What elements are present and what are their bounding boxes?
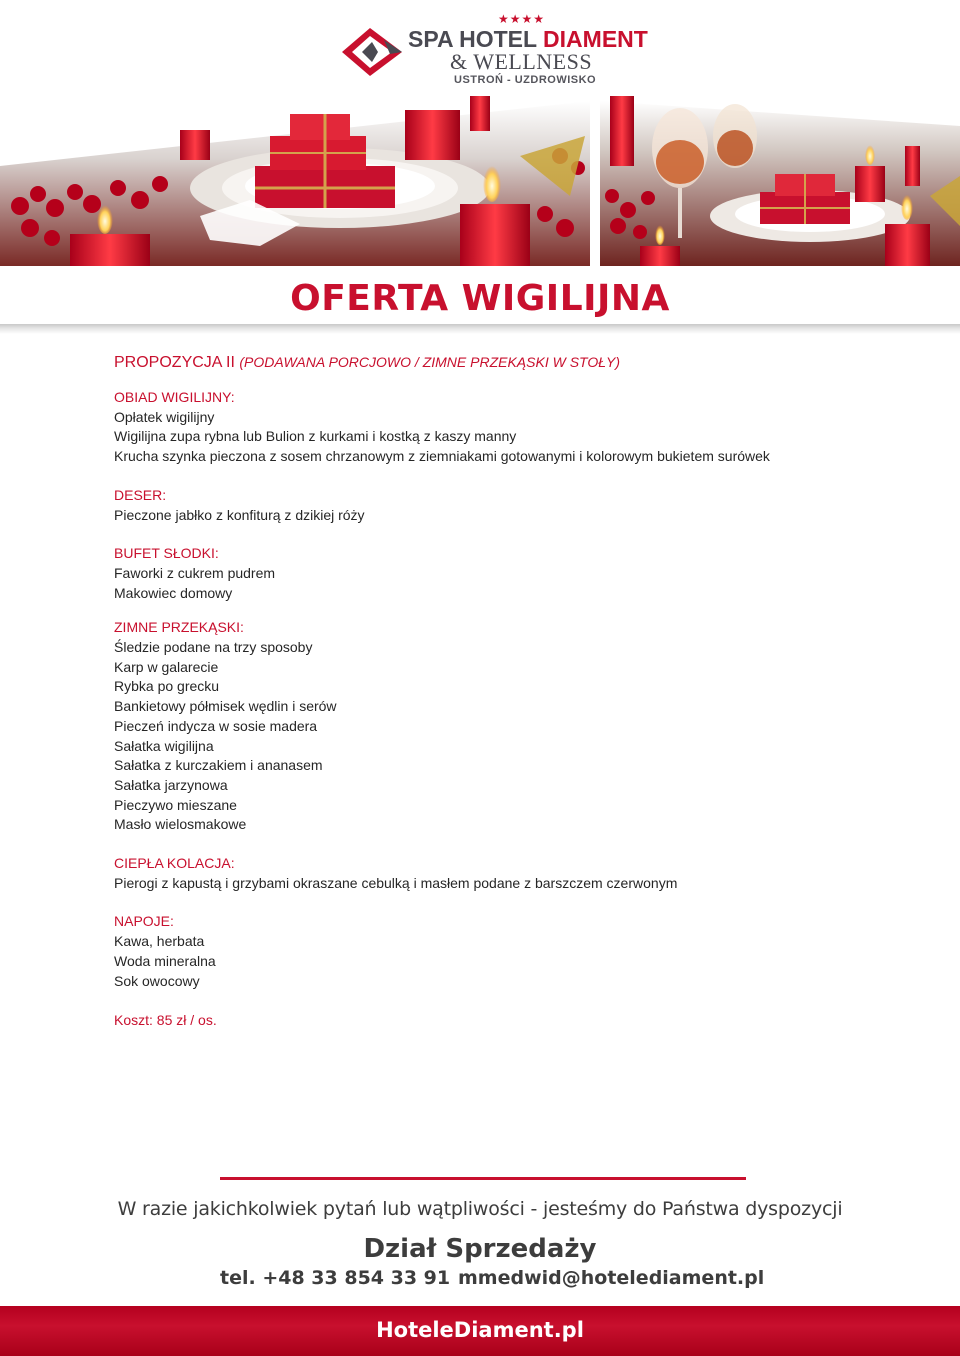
logo-hotel: HOTEL (459, 26, 544, 52)
section-heading: CIEPŁA KOLACJA: (114, 855, 235, 872)
section-heading: DESER: (114, 486, 167, 503)
section-deser (114, 486, 914, 525)
website-link[interactable]: HoteleDiament.pl (376, 1318, 584, 1342)
offer-title: OFERTA WIGILIJNA (290, 278, 670, 319)
menu-item: Masło wielosmakowe (114, 816, 247, 833)
section-heading: ZIMNE PRZEKĄSKI: (114, 619, 244, 636)
diamond-logo-icon (340, 26, 406, 78)
price-per-person: Koszt: 85 zł / os. (114, 1012, 217, 1029)
menu-item: Wigilijna zupa rybna lub Bulion z kurkami i kostką z kaszy manny (114, 428, 517, 445)
proposal-heading (114, 350, 914, 375)
sales-department-title: Dział Sprzedaży (363, 1234, 597, 1264)
menu-item: Karp w galarecie (114, 658, 219, 675)
section-bufet-slodki (114, 544, 914, 603)
footer-question: W razie jakichkolwiek pytań lub wątpliwości - jesteśmy do Państwa dyspozycji (117, 1198, 843, 1220)
section-heading: NAPOJE: (114, 913, 174, 930)
section-napoje (114, 912, 914, 991)
menu-item: Pieczone jabłko z konfiturą z dzikiej róży (114, 506, 365, 523)
menu-item: Sałatka wigilijna (114, 737, 214, 754)
logo-wellness: & WELLNESS (450, 49, 593, 74)
footer-divider (220, 1177, 746, 1180)
section-ciepla-kolacja (114, 854, 914, 893)
menu-item: Kawa, herbata (114, 933, 205, 950)
proposal-subtitle: (PODAWANA PORCJOWO / ZIMNE PRZEKĄSKI W STOŁY) (239, 354, 621, 370)
christmas-table-photo (0, 96, 960, 266)
email-link[interactable]: mmedwid@hotelediament.pl (458, 1267, 765, 1289)
menu-item: Krucha szynka pieczona z sosem chrzanowym z ziemniakami gotowanymi i kolorowym bukietem surówek (114, 448, 770, 465)
menu-item: Sałatka z kurczakiem i ananasem (114, 757, 323, 774)
footer-contact (220, 1267, 765, 1289)
proposal-label: PROPOZYCJA II (114, 354, 235, 371)
section-obiad-wigilijny (114, 388, 914, 467)
section-zimne-przekaski (114, 618, 914, 835)
section-heading: BUFET SŁODKI: (114, 545, 219, 562)
hotel-logo (340, 12, 648, 92)
menu-item: Woda mineralna (114, 952, 216, 969)
section-heading: OBIAD WIGILIJNY: (114, 389, 235, 405)
menu-content (114, 350, 914, 1030)
menu-item: Makowiec domowy (114, 584, 233, 601)
menu-item: Bankietowy półmisek wędlin i serów (114, 698, 337, 715)
hotel-stars: ★★★★ (498, 12, 546, 26)
menu-item: Rybka po grecku (114, 678, 220, 695)
menu-item: Pieczeń indycza w sosie madera (114, 717, 318, 734)
menu-item: Faworki z cukrem pudrem (114, 564, 276, 581)
menu-item: Śledzie podane na trzy sposoby (114, 639, 313, 656)
menu-item: Opłatek wigilijny (114, 408, 215, 425)
christmas-table-illustration (0, 96, 960, 266)
logo-diament: DIAMENT (543, 26, 648, 52)
menu-item: Pierogi z kapustą i grzybami okraszane cebulką i masłem podane z barszczem czerwonym (114, 874, 678, 891)
menu-item: Sałatka jarzynowa (114, 776, 228, 793)
logo-location: USTROŃ - UZDROWISKO (454, 74, 597, 86)
title-divider (0, 324, 960, 334)
phone-number[interactable]: tel. +48 33 854 33 91 (220, 1267, 451, 1289)
logo-spa: SPA (408, 26, 460, 52)
menu-item: Sok owocowy (114, 972, 200, 989)
menu-item: Pieczywo mieszane (114, 796, 237, 813)
